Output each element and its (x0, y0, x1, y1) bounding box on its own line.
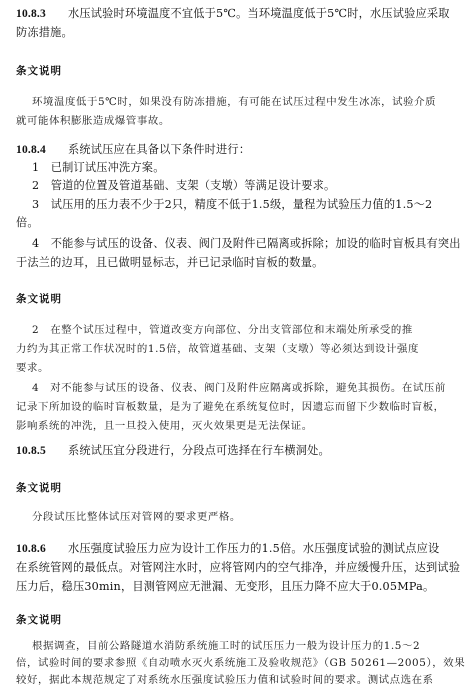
clause-number: 10.8.5 (16, 445, 46, 457)
explanation-text-line: 4 对不能参与试压的设备、仪表、阀门及附件应隔离或拆除，避免其损伤。在试压前 (32, 382, 446, 394)
clause-text-line: 水压强度试验压力应为设计工作压力的1.5倍。水压强度试验的测试点应设 (68, 542, 440, 555)
list-item-continuation: 于法兰的边耳，且已做明显标志，并已记录临时盲板的数量。 (16, 256, 324, 269)
explanation-text-line: 记录下所加设的临时盲板数量，是为了避免在系统复位时，因遗忘而留下少数临时盲板， (16, 401, 445, 413)
clause-number: 10.8.6 (16, 543, 46, 555)
clause-text-line: 压力后，稳压30min，目测管网应无泄漏、无变形，且压力降不应大于0.05MPa。 (16, 580, 435, 593)
explanation-heading: 条文说明 (16, 293, 62, 305)
explanation-text-line: 影响系统的冲洗，且一旦投入使用，灭火效果更是无法保证。 (16, 420, 313, 432)
clause-text-line: 在系统管网的最低点。对管网注水时，应将管网内的空气排净，并应缓慢升压，达到试验 (16, 561, 461, 574)
clause-text-line: 系统试压宜分段进行，分段点可选择在行车横洞处。 (68, 444, 330, 457)
clause-text-line: 水压试验时环境温度不宜低于5℃。当环境温度低于5℃时，水压试验应采取 (68, 7, 450, 20)
clause-number: 10.8.3 (16, 8, 46, 20)
list-item: 3 试压用的压力表不少于2只，精度不低于1.5级，量程为试验压力值的1.5～2 (32, 198, 433, 211)
clause-text-line: 系统试压应在具备以下条件时进行： (68, 143, 251, 156)
explanation-text-line: 根据调查，目前公路隧道水消防系统施工时的试压压力一般为设计压力的1.5～2 (32, 640, 421, 652)
explanation-text-line: 就可能体积膨胀造成爆管事故。 (16, 115, 170, 127)
list-item-continuation: 倍。 (16, 216, 39, 229)
clause-number: 10.8.4 (16, 144, 46, 156)
list-item: 2 管道的位置及管道基础、支架（支墩）等满足设计要求。 (32, 179, 336, 192)
explanation-text-line: 较好，据此本规范规定了对系统水压强度试验压力值和试验时间的要求。测试点选在系 (16, 674, 434, 686)
explanation-text-line: 要求。 (16, 362, 49, 374)
explanation-text-line: 倍，试验时间的要求参照《自动喷水灭火系统施工及验收规范》（GB 50261—2005），效果 (16, 657, 466, 669)
clause-text-line: 防冻措施。 (16, 26, 73, 39)
explanation-heading: 条文说明 (16, 614, 62, 626)
explanation-text-line: 2 在整个试压过程中，管道改变方向部位、分出支管部位和末端处所承受的推 (32, 324, 413, 336)
explanation-text-line: 环境温度低于5℃时，如果没有防冻措施，有可能在试压过程中发生冰冻，试验介质 (32, 96, 437, 108)
list-item: 4 不能参与试压的设备、仪表、阀门及附件已隔离或拆除；加设的临时盲板具有突出 (32, 237, 461, 250)
explanation-heading: 条文说明 (16, 65, 62, 77)
explanation-text-line: 分段试压比整体试压对管网的要求更严格。 (32, 511, 241, 523)
list-item: 1 已制订试压冲洗方案。 (32, 161, 165, 174)
explanation-text-line: 力约为其正常工作状况时的1.5倍，故管道基础、支架（支墩）等必须达到设计强度 (16, 343, 419, 355)
explanation-heading: 条文说明 (16, 482, 62, 494)
